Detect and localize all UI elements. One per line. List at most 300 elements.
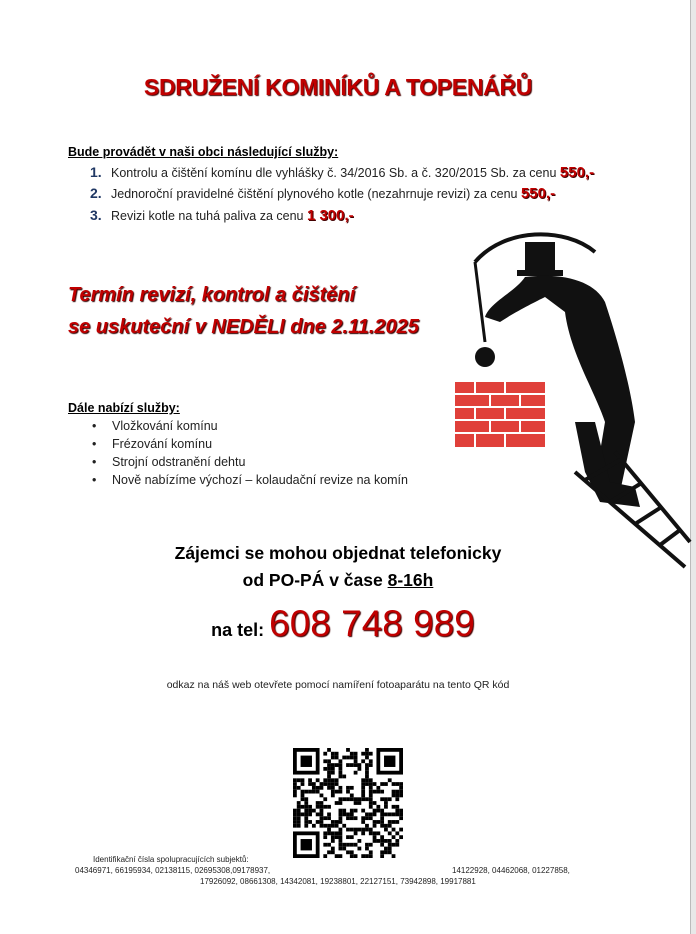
qr-module (384, 805, 388, 809)
qr-module (320, 809, 324, 813)
qr-module (369, 801, 373, 805)
qr-module (297, 801, 301, 805)
qr-module (350, 756, 354, 760)
qr-module (380, 816, 384, 820)
qr-module (327, 767, 331, 771)
qr-module (346, 790, 350, 794)
qr-module (354, 771, 358, 775)
qr-module (320, 824, 324, 828)
qr-module (354, 763, 358, 767)
qr-module (399, 790, 403, 794)
qr-module (301, 794, 305, 798)
qr-module (369, 759, 373, 763)
qr-module (308, 809, 312, 813)
qr-module (304, 805, 308, 809)
qr-module (339, 775, 343, 779)
qr-module (339, 847, 343, 851)
qr-module (388, 797, 392, 801)
qr-module (395, 831, 399, 835)
qr-module (323, 854, 327, 858)
qr-module (369, 850, 373, 854)
qr-module (380, 835, 384, 839)
qr-module (312, 824, 316, 828)
qr-module (342, 797, 346, 801)
qr-module (380, 812, 384, 816)
qr-module (339, 820, 343, 824)
qr-module (350, 828, 354, 832)
qr-module (339, 828, 343, 832)
qr-module (361, 786, 365, 790)
qr-module (354, 816, 358, 820)
qr-module (335, 835, 339, 839)
qr-module (335, 854, 339, 858)
qr-module (323, 816, 327, 820)
qr-module (346, 797, 350, 801)
qr-module (376, 839, 380, 843)
qr-module (399, 782, 403, 786)
qr-module (308, 820, 312, 824)
qr-module (384, 824, 388, 828)
qr-module (369, 816, 373, 820)
qr-module (320, 820, 324, 824)
flyer-title: SDRUŽENÍ KOMINÍKŮ A TOPENÁŘŮ (143, 74, 533, 100)
qr-module (331, 756, 335, 760)
qr-module (304, 797, 308, 801)
qr-module (354, 809, 358, 813)
qr-module (357, 839, 361, 843)
qr-module (323, 752, 327, 756)
qr-module (301, 782, 305, 786)
contact-line-2 (0, 570, 686, 591)
qr-module (346, 756, 350, 760)
qr-module (369, 790, 373, 794)
qr-module (380, 790, 384, 794)
qr-module (297, 805, 301, 809)
qr-module (350, 854, 354, 858)
qr-module (331, 767, 335, 771)
qr-module (339, 801, 343, 805)
qr-module (301, 778, 305, 782)
qr-module (380, 824, 384, 828)
qr-module (384, 847, 388, 851)
qr-module (335, 782, 339, 786)
qr-module (373, 812, 377, 816)
qr-module (380, 843, 384, 847)
qr-module (395, 782, 399, 786)
qr-module (339, 812, 343, 816)
qr-module (392, 805, 396, 809)
qr-module (369, 752, 373, 756)
qr-module (384, 782, 388, 786)
qr-module (365, 797, 369, 801)
qr-module (365, 763, 369, 767)
qr-module (308, 790, 312, 794)
qr-module (373, 790, 377, 794)
qr-module (350, 850, 354, 854)
qr-module (327, 831, 331, 835)
qr-module (312, 786, 316, 790)
qr-module (365, 775, 369, 779)
qr-module (369, 828, 373, 832)
qr-module (365, 847, 369, 851)
item-text: Strojní odstranění dehtu (112, 455, 246, 469)
qr-module (339, 771, 343, 775)
qr-module (331, 824, 335, 828)
qr-module (331, 794, 335, 798)
qr-module (339, 809, 343, 813)
phone-label: na tel: (211, 620, 270, 640)
phone-number[interactable]: 608 748 989 (269, 603, 475, 644)
qr-module (373, 801, 377, 805)
qr-module (323, 835, 327, 839)
qr-module (369, 786, 373, 790)
qr-module (323, 805, 327, 809)
qr-module (369, 794, 373, 798)
more-service-item (92, 419, 218, 433)
hours: 8-16h (387, 570, 434, 590)
term-line-1: Termín revizí, kontrol a čištění (68, 284, 356, 306)
qr-module (320, 782, 324, 786)
qr-module (373, 782, 377, 786)
qr-module (369, 778, 373, 782)
qr-module (316, 801, 320, 805)
qr-module (399, 816, 403, 820)
qr-module (316, 786, 320, 790)
qr-module (346, 843, 350, 847)
qr-module (346, 786, 350, 790)
qr-module (357, 801, 361, 805)
qr-module (327, 812, 331, 816)
sweep-silhouette (475, 234, 640, 507)
qr-module (323, 843, 327, 847)
qr-module (369, 782, 373, 786)
qr-module (320, 816, 324, 820)
qr-module (399, 835, 403, 839)
qr-module (346, 816, 350, 820)
qr-module (331, 782, 335, 786)
item-price: 550,- (559, 164, 595, 181)
qr-module (354, 759, 358, 763)
qr-module (365, 782, 369, 786)
qr-module (395, 812, 399, 816)
qr-module (399, 786, 403, 790)
qr-module (376, 820, 380, 824)
qr-module (361, 797, 365, 801)
qr-module (301, 790, 305, 794)
qr-module (395, 790, 399, 794)
qr-module (354, 854, 358, 858)
qr-module (327, 816, 331, 820)
qr-module (308, 812, 312, 816)
qr-module (293, 816, 297, 820)
qr-module (301, 797, 305, 801)
services-heading: Bude provádět v naši obci následující služby: (68, 145, 339, 159)
qr-module (373, 820, 377, 824)
qr-module (327, 775, 331, 779)
qr-module (327, 748, 331, 752)
qr-module (297, 820, 301, 824)
qr-module (357, 797, 361, 801)
qr-module (369, 812, 373, 816)
qr-module (312, 809, 316, 813)
qr-module (395, 843, 399, 847)
qr-module (361, 778, 365, 782)
qr-module (301, 805, 305, 809)
qr-module (354, 752, 358, 756)
qr-module (346, 828, 350, 832)
qr-module (392, 790, 396, 794)
qr-module (327, 786, 331, 790)
qr-module (297, 786, 301, 790)
qr-module (388, 824, 392, 828)
qr-module (297, 812, 301, 816)
qr-module (392, 794, 396, 798)
qr-module (350, 843, 354, 847)
qr-module (373, 835, 377, 839)
qr-module (388, 831, 392, 835)
qr-module (342, 756, 346, 760)
qr-module (327, 828, 331, 832)
item-text: Nově nabízíme výchozí – kolaudační revize na komín (112, 473, 408, 487)
qr-module (331, 790, 335, 794)
qr-module (335, 763, 339, 767)
qr-module (327, 782, 331, 786)
qr-module (335, 752, 339, 756)
qr-module (335, 831, 339, 835)
more-service-item (92, 455, 245, 469)
qr-module (384, 797, 388, 801)
item-text: Revizi kotle na tuhá paliva za cenu (111, 209, 307, 223)
chimney-sweep-illustration (445, 222, 695, 572)
qr-module (369, 854, 373, 858)
qr-module (304, 820, 308, 824)
qr-module (331, 847, 335, 851)
qr-module (339, 759, 343, 763)
qr-module (323, 831, 327, 835)
qr-module (357, 767, 361, 771)
qr-module (361, 854, 365, 858)
qr-module (312, 782, 316, 786)
qr-module (365, 748, 369, 752)
qr-module (293, 812, 297, 816)
item-text: Jednoroční pravidelné čištění plynového kotle (nezahrnuje revizi) za cenu (111, 187, 521, 201)
item-text: Vložkování komínu (112, 419, 218, 433)
qr-module (354, 843, 358, 847)
qr-module (380, 854, 384, 858)
qr-module (388, 843, 392, 847)
more-service-item (92, 437, 212, 451)
qr-module (373, 809, 377, 813)
qr-module (335, 801, 339, 805)
qr-module (293, 786, 297, 790)
qr-module (365, 854, 369, 858)
contact-line-1: Zájemci se mohou objednat telefonicky (174, 543, 502, 563)
qr-module (293, 824, 297, 828)
qr-module (335, 820, 339, 824)
qr-module (369, 797, 373, 801)
qr-module (373, 831, 377, 835)
qr-module (392, 812, 396, 816)
qr-module (308, 782, 312, 786)
item-number: 3. (90, 207, 102, 223)
qr-module (399, 812, 403, 816)
qr-module (399, 809, 403, 813)
qr-module (392, 828, 396, 832)
qr-module (297, 809, 301, 813)
qr-module (339, 816, 343, 820)
qr-module (399, 828, 403, 832)
qr-module (323, 797, 327, 801)
qr-module (342, 843, 346, 847)
qr-module (339, 797, 343, 801)
qr-module (327, 843, 331, 847)
qr-module (308, 805, 312, 809)
qr-module (361, 752, 365, 756)
qr-module (335, 778, 339, 782)
qr-module (297, 816, 301, 820)
qr-module (365, 778, 369, 782)
qr-module (384, 812, 388, 816)
qr-caption: odkaz na náš web otevřete pomocí namíření fotoaparátu na tento QR kód (166, 679, 510, 691)
qr-module (331, 831, 335, 835)
qr-module (346, 835, 350, 839)
qr-module (392, 820, 396, 824)
qr-module (388, 839, 392, 843)
qr-module (331, 771, 335, 775)
qr-module (361, 794, 365, 798)
qr-module (365, 767, 369, 771)
qr-module (342, 812, 346, 816)
qr-module (297, 778, 301, 782)
qr-module (354, 797, 358, 801)
qr-module (388, 812, 392, 816)
qr-module (388, 850, 392, 854)
qr-module (388, 778, 392, 782)
qr-module (331, 820, 335, 824)
qr-module (293, 782, 297, 786)
qr-module (327, 805, 331, 809)
qr-module (354, 756, 358, 760)
qr-module (339, 767, 343, 771)
qr-module (323, 824, 327, 828)
qr-module (388, 820, 392, 824)
qr-module (361, 790, 365, 794)
qr-module (316, 790, 320, 794)
service-item (90, 207, 354, 224)
qr-module (354, 831, 358, 835)
qr-module (361, 759, 365, 763)
qr-module (373, 824, 377, 828)
qr-module (312, 790, 316, 794)
qr-module (339, 790, 343, 794)
qr-module (380, 850, 384, 854)
footer-label: Identifikační čísla spolupracujících subjektů: (93, 855, 249, 864)
qr-module (297, 824, 301, 828)
qr-module (380, 820, 384, 824)
qr-module (369, 763, 373, 767)
qr-module (380, 782, 384, 786)
qr-module (380, 839, 384, 843)
qr-module (361, 809, 365, 813)
qr-module (392, 843, 396, 847)
qr-module (331, 850, 335, 854)
qr-module (342, 809, 346, 813)
qr-module (384, 850, 388, 854)
qr-module (395, 820, 399, 824)
qr-module (392, 854, 396, 858)
qr-module (339, 835, 343, 839)
qr-module (346, 763, 350, 767)
qr-module (388, 847, 392, 851)
qr-module (327, 778, 331, 782)
qr-module (361, 816, 365, 820)
qr-module (354, 801, 358, 805)
qr-code[interactable] (293, 748, 403, 858)
qr-module (384, 839, 388, 843)
service-item (90, 185, 555, 202)
qr-module (365, 843, 369, 847)
qr-module (327, 759, 331, 763)
qr-module (384, 801, 388, 805)
qr-module (316, 820, 320, 824)
qr-module (335, 790, 339, 794)
qr-module (373, 839, 377, 843)
qr-module (380, 809, 384, 813)
qr-module (350, 752, 354, 756)
qr-module (293, 809, 297, 813)
qr-module (365, 824, 369, 828)
qr-module (395, 839, 399, 843)
qr-module (369, 831, 373, 835)
qr-module (395, 794, 399, 798)
qr-module (339, 763, 343, 767)
qr-module (376, 805, 380, 809)
qr-module (327, 824, 331, 828)
qr-module (365, 816, 369, 820)
qr-module (323, 767, 327, 771)
more-services-heading: Dále nabízí služby: (68, 401, 180, 415)
item-text: Kontrolu a čištění komínu dle vyhlášky č. 34/2016 Sb. a č. 320/2015 Sb. za cenu (111, 166, 560, 180)
qr-module (320, 786, 324, 790)
qr-module (350, 835, 354, 839)
qr-module (380, 797, 384, 801)
item-number: 2. (90, 185, 102, 201)
qr-module (323, 782, 327, 786)
qr-module (320, 801, 324, 805)
qr-module (361, 782, 365, 786)
qr-module (316, 812, 320, 816)
qr-module (365, 828, 369, 832)
qr-module (339, 843, 343, 847)
qr-module (361, 820, 365, 824)
qr-module (395, 797, 399, 801)
qr-module (304, 816, 308, 820)
service-item (90, 164, 594, 181)
qr-module (327, 850, 331, 854)
item-price: 1 300,- (306, 207, 354, 224)
more-service-item (92, 473, 408, 487)
item-number: 1. (90, 164, 102, 180)
qr-module (327, 763, 331, 767)
qr-module (342, 824, 346, 828)
qr-module (392, 782, 396, 786)
qr-module (361, 828, 365, 832)
qr-module (327, 771, 331, 775)
qr-module (339, 854, 343, 858)
qr-module (304, 812, 308, 816)
qr-module (350, 809, 354, 813)
qr-module (369, 843, 373, 847)
